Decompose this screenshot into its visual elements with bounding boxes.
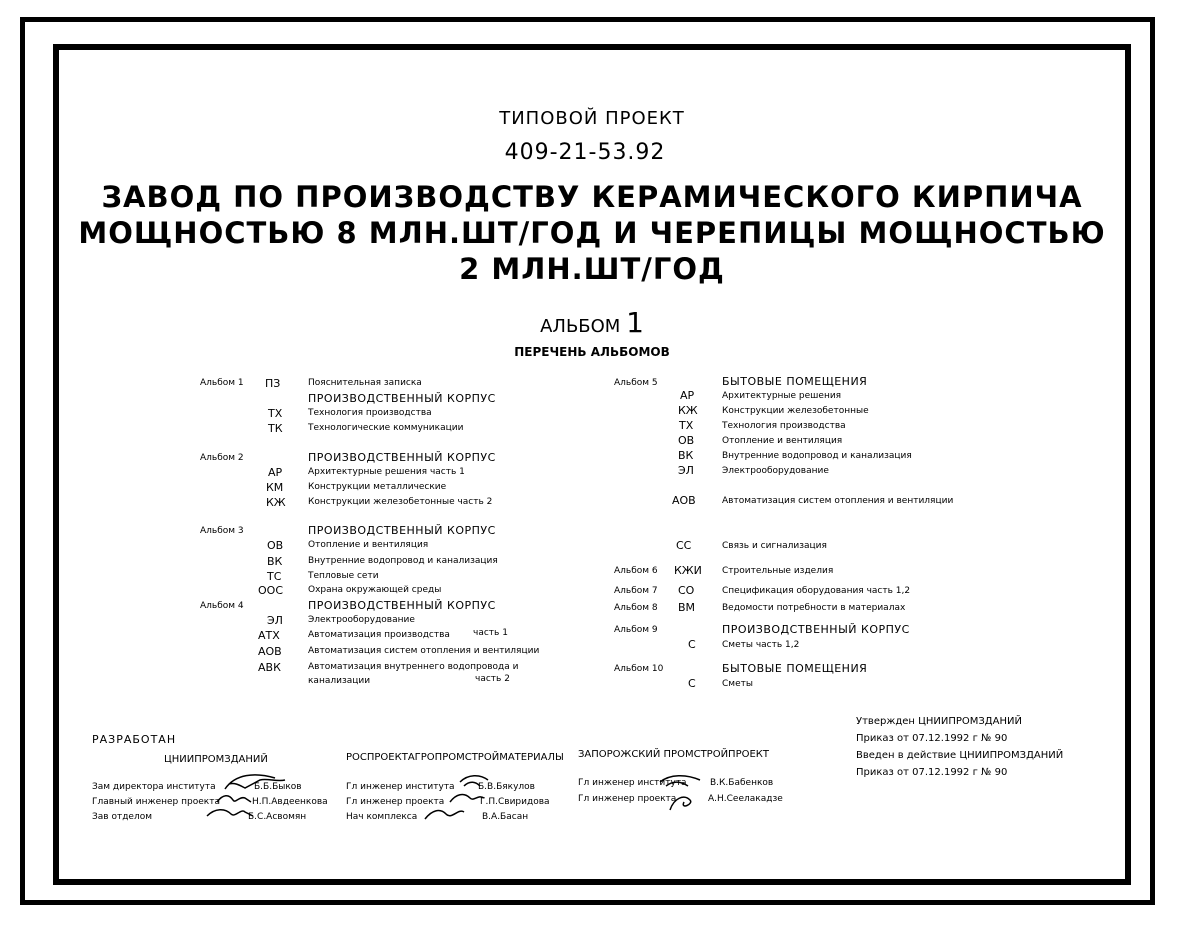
signer-name: В.А.Басан [482,812,529,822]
approval-line: Утвержден ЦНИИПРОМЗДАНИЙ [856,716,1022,727]
signer-role: Зав отделом [92,812,153,822]
album-item: Конструкции железобетонные часть 2 [308,497,493,507]
signer-role: Гл инженер института [346,782,455,792]
album-item: Внутренние водопровод и канализация [308,556,498,566]
album-item: Технология производства [722,421,846,431]
signer-name: А.Н.Сеелакадзе [708,794,783,804]
album-code: АВК [258,661,281,674]
album-code: КЖ [678,404,698,417]
section-title: ПРОИЗВОДСТВЕННЫЙ КОРПУС [308,392,496,405]
section-title: ПРОИЗВОДСТВЕННЫЙ КОРПУС [308,451,496,464]
album-item: Сметы [722,679,753,689]
album-code: ЭЛ [678,464,694,477]
title-line-2: МОЩНОСТЬЮ 8 МЛН.ШТ/ГОД И ЧЕРЕПИЦЫ МОЩНОСТЬЮ [78,216,1106,250]
album-item: Ведомости потребности в материалах [722,603,906,613]
signer-name: Н.П.Авдеенкова [252,797,328,807]
album-label: Альбом 3 [200,526,244,536]
signer-name: Б.Б.Быков [254,782,302,792]
org-name: ЗАПОРОЖСКИЙ ПРОМСТРОЙПРОЕКТ [578,749,770,760]
album-item: Автоматизация внутреннего водопровода и [308,662,519,672]
signer-role: Зам директора института [92,782,216,792]
signer-name: Б.С.Асвомян [248,812,307,822]
album-code: ЭЛ [267,614,283,627]
album-item: Спецификация оборудования часть 1,2 [722,586,911,596]
album-item: Связь и сигнализация [722,541,827,551]
album-item: Автоматизация систем отопления и вентиляции [308,646,540,656]
album-code: ПЗ [265,377,281,390]
album-code: ВК [267,555,283,568]
part-label: часть 1 [473,628,508,638]
album-item: Архитектурные решения [722,391,842,401]
album-item: Электрооборудование [722,466,829,476]
signer-role: Гл инженер проекта [578,794,677,804]
introduction-line: Введен в действие ЦНИИПРОМЗДАНИЙ [856,750,1064,761]
signer-role: Гл инженер проекта [346,797,445,807]
signer-role: Главный инженер проекта [92,797,220,807]
section-title: БЫТОВЫЕ ПОМЕЩЕНИЯ [722,662,868,675]
album-label: Альбом 10 [614,664,664,674]
album-code: СО [678,584,695,597]
part-label: часть 2 [475,674,510,684]
title-line-3: 2 МЛН.ШТ/ГОД [459,252,725,286]
album-label: Альбом 9 [614,625,658,635]
album-code: КМ [266,481,284,494]
album-code: СС [676,539,692,552]
signer-role: Гл инженер института [578,778,687,788]
album-item: Сметы часть 1,2 [722,640,800,650]
album-code: ВК [678,449,694,462]
album-item: Автоматизация систем отопления и вентиляции [722,496,954,506]
album-code: АР [680,389,695,402]
developed-label: РАЗРАБОТАН [92,733,177,746]
album-item: Конструкции металлические [308,482,447,492]
album-heading: АЛЬБОМ 1 [540,306,644,339]
album-item: Строительные изделия [722,566,834,576]
album-code: ООС [258,584,283,597]
album-item: Тепловые сети [308,571,379,581]
album-label: Альбом 7 [614,586,658,596]
album-code: АОВ [258,645,282,658]
album-item: Автоматизация производства [308,630,450,640]
section-title: ПРОИЗВОДСТВЕННЫЙ КОРПУС [722,623,910,636]
album-code: ТХ [268,407,283,420]
signer-name: Г.П.Свиридова [480,797,550,807]
album-code: ТС [267,570,282,583]
section-title: ПРОИЗВОДСТВЕННЫЙ КОРПУС [308,599,496,612]
introduction-order: Приказ от 07.12.1992 г № 90 [856,767,1008,778]
album-code: ОВ [678,434,695,447]
org-name: РОСПРОЕКТАГРОПРОМСТРОЙМАТЕРИАЛЫ [346,752,564,763]
album-item: Электрооборудование [308,615,415,625]
org-name: ЦНИИПРОМЗДАНИЙ [164,754,268,765]
album-item: Отопление и вентиляция [308,540,429,550]
signer-role: Нач комплекса [346,812,418,822]
album-code: АР [268,466,283,479]
album-code: С [688,677,696,690]
album-code: АОВ [672,494,696,507]
album-code: КЖ [266,496,286,509]
album-code: ТХ [679,419,694,432]
album-code: ВМ [678,601,696,614]
album-item: Технология производства [308,408,432,418]
album-label: Альбом 8 [614,603,658,613]
album-code: ТК [268,422,283,435]
album-item: Отопление и вентиляция [722,436,843,446]
album-item: канализации [308,676,371,686]
album-label: Альбом 6 [614,566,658,576]
list-title: ПЕРЕЧЕНЬ АЛЬБОМОВ [514,345,670,359]
album-item: Архитектурные решения часть 1 [308,467,465,477]
handwritten-signature [205,764,300,826]
handwritten-signature [640,770,710,815]
section-title: БЫТОВЫЕ ПОМЕЩЕНИЯ [722,375,868,388]
album-code: С [688,638,696,651]
album-label: Альбом 2 [200,453,244,463]
album-item: Охрана окружающей среды [308,585,442,595]
album-item: Внутренние водопровод и канализация [722,451,912,461]
album-item: Конструкции железобетонные [722,406,869,416]
project-type: ТИПОВОЙ ПРОЕКТ [499,108,685,129]
album-code: ОВ [267,539,284,552]
album-item: Пояснительная записка [308,378,422,388]
section-title: ПРОИЗВОДСТВЕННЫЙ КОРПУС [308,524,496,537]
album-label: Альбом 5 [614,378,658,388]
handwritten-signature [420,764,495,826]
approval-order: Приказ от 07.12.1992 г № 90 [856,733,1008,744]
signer-name: В.К.Бабенков [710,778,774,788]
album-label: Альбом 4 [200,601,244,611]
album-code: АТХ [258,629,280,642]
album-code: КЖИ [674,564,702,577]
signer-name: Б.В.Бякулов [478,782,535,792]
album-label: Альбом 1 [200,378,244,388]
project-code: 409-21-53.92 [504,140,666,165]
title-line-1: ЗАВОД ПО ПРОИЗВОДСТВУ КЕРАМИЧЕСКОГО КИРПИЧА [101,180,1083,214]
album-item: Технологические коммуникации [308,423,464,433]
